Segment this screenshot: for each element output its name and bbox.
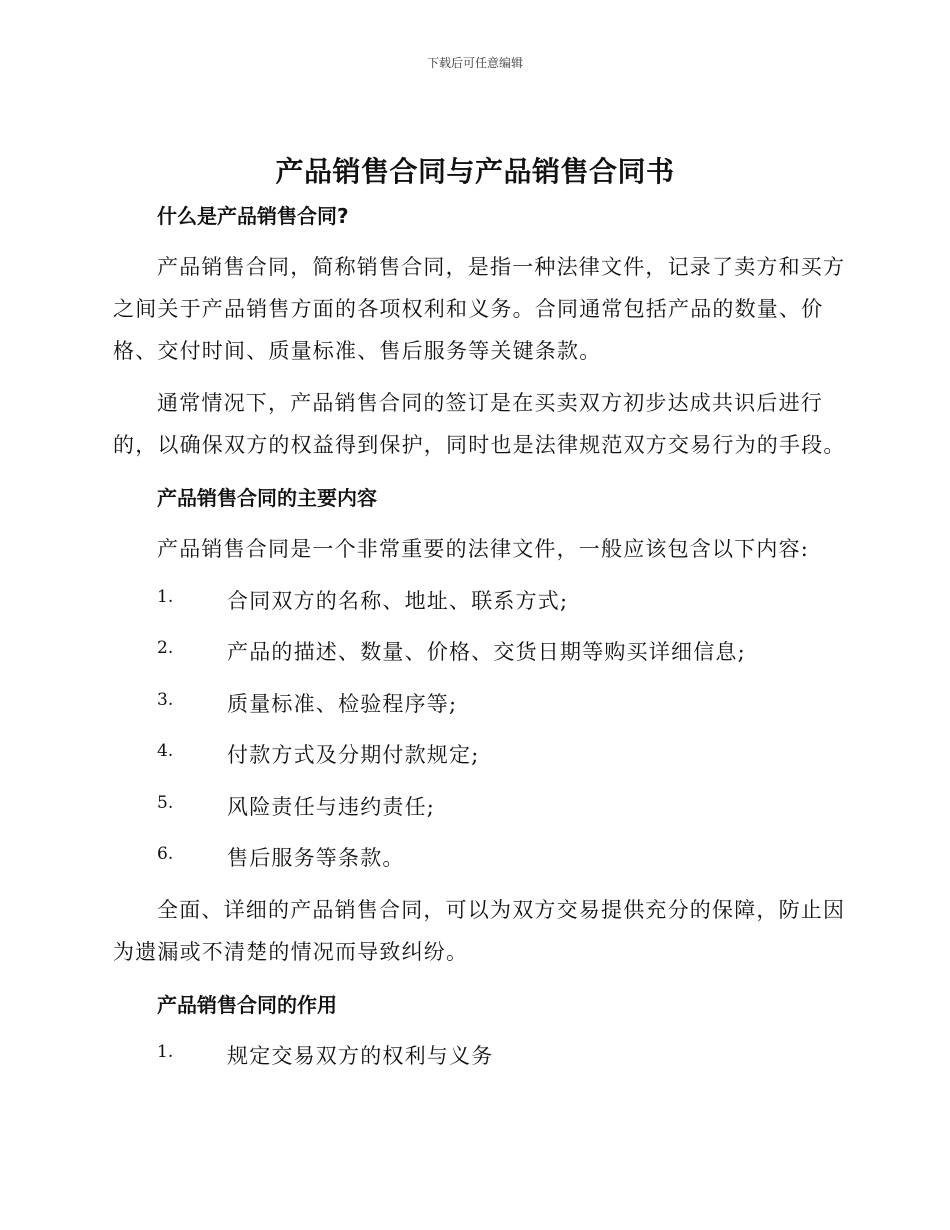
section-heading-what-is: 什么是产品销售合同? [157,204,349,228]
paragraph-line: 格、交付时间、质量标准、售后服务等关键条款。 [113,339,602,363]
document-title: 产品销售合同与产品销售合同书 [275,155,675,188]
paragraph-line: 为遗漏或不清楚的情况而导致纠纷。 [113,940,469,964]
paragraph-line: 全面、详细的产品销售合同，可以为双方交易提供充分的保障，防止因 [157,898,846,922]
list-number: 3. [157,690,174,710]
list-number: 1. [157,1042,174,1062]
list-number: 6. [157,844,174,864]
list-number: 1. [157,587,174,607]
list-text: 产品的描述、数量、价格、交货日期等购买详细信息; [227,640,746,664]
list-number: 4. [157,741,174,761]
paragraph-line: 的，以确保双方的权益得到保护，同时也是法律规范双方交易行为的手段。 [113,433,846,457]
list-text: 合同双方的名称、地址、联系方式; [227,589,569,613]
list-text: 规定交易双方的权利与义务 [227,1044,494,1068]
list-text: 风险责任与违约责任; [227,795,436,819]
list-number: 2. [157,638,174,658]
list-text: 质量标准、检验程序等; [227,692,458,716]
section-heading-main-content: 产品销售合同的主要内容 [157,486,377,510]
list-number: 5. [157,793,174,813]
paragraph-line: 之间关于产品销售方面的各项权利和义务。合同通常包括产品的数量、价 [113,297,824,321]
section-heading-function: 产品销售合同的作用 [157,993,337,1017]
list-text: 付款方式及分期付款规定; [227,743,480,767]
paragraph-line: 产品销售合同是一个非常重要的法律文件，一般应该包含以下内容: [157,537,810,561]
list-text: 售后服务等条款。 [227,846,405,870]
paragraph-line: 通常情况下，产品销售合同的签订是在买卖双方初步达成共识后进行 [157,391,823,415]
paragraph-line: 产品销售合同，简称销售合同，是指一种法律文件，记录了卖方和买方 [157,255,846,279]
header-note: 下载后可任意编辑 [426,56,523,70]
